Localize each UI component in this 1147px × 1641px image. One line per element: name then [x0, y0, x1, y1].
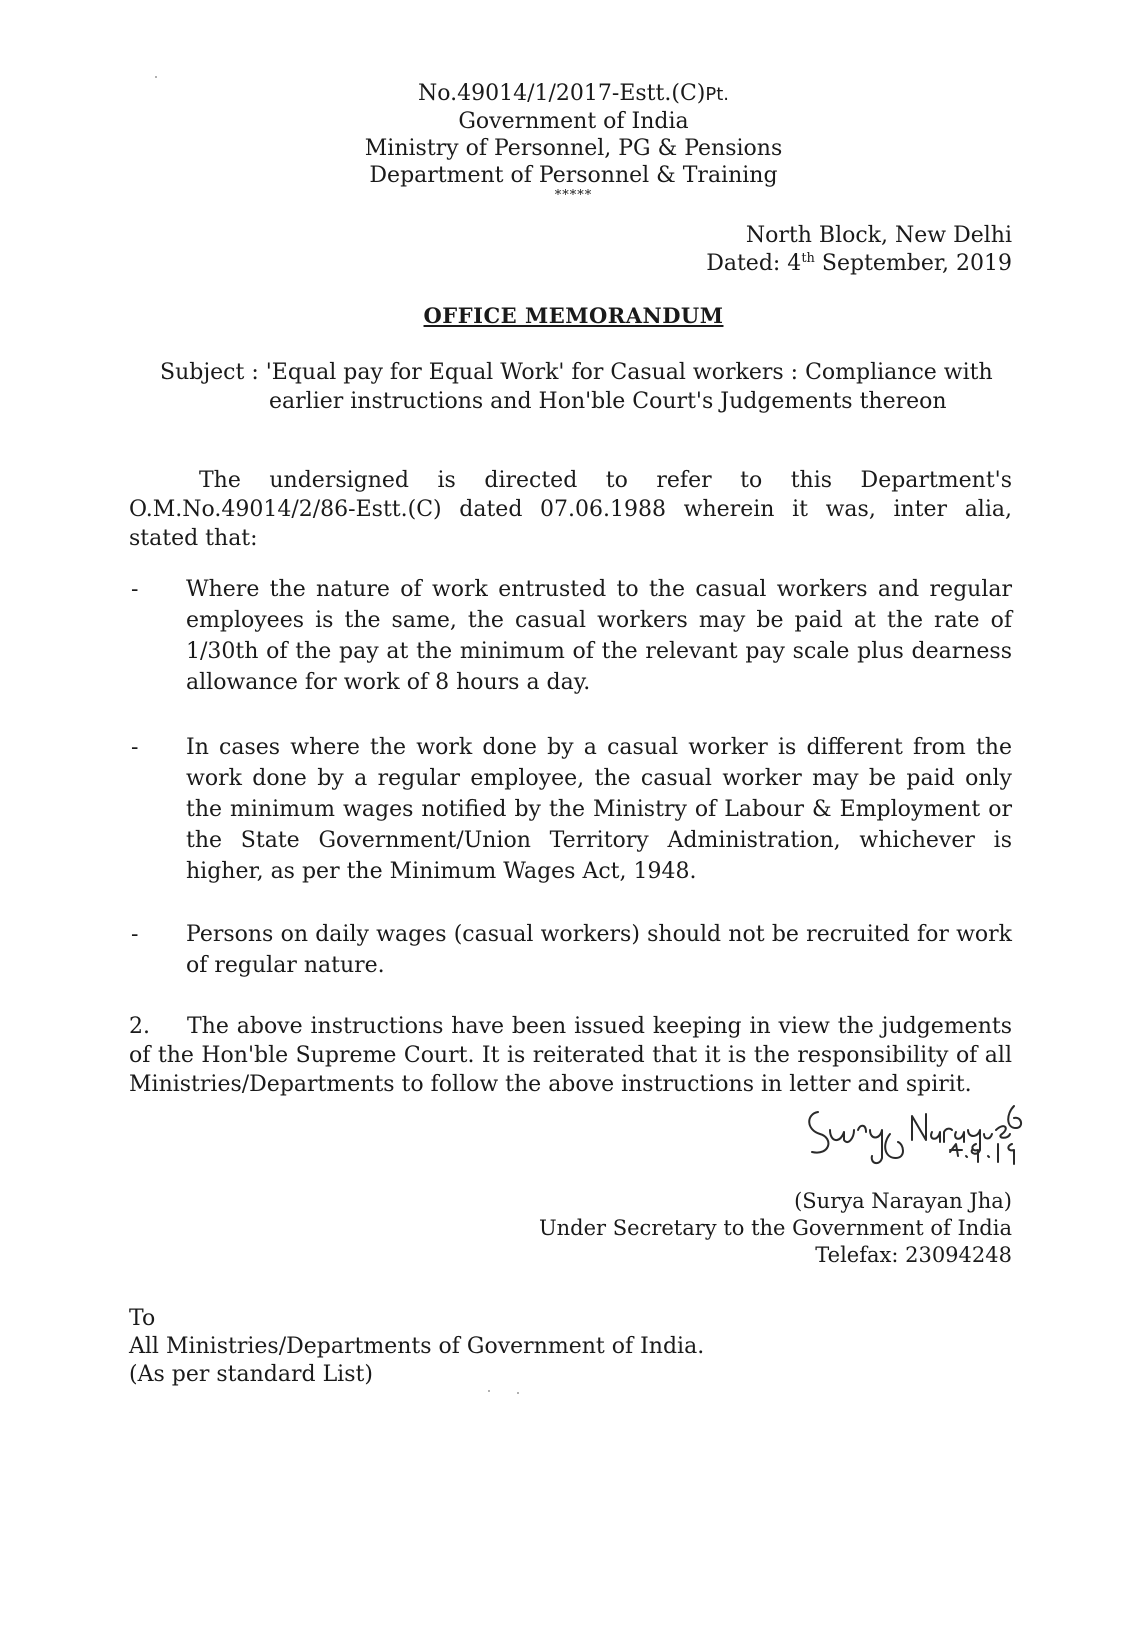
paragraph-2-text: The above instructions have been issued keeping in view the judgements of the Hon'ble Supreme Court. It is reiterated that it is the responsibility of all Ministries/Departments to follow the above instructions in letter and spirit. — [129, 1014, 1012, 1097]
recipients: All Ministries/Departments of Government of India. — [129, 1334, 705, 1359]
bullet-dash: - — [131, 922, 139, 947]
scan-speck — [155, 76, 157, 78]
signatory-block — [539, 1188, 1012, 1269]
subject-line-1: 'Equal pay for Equal Work' for Casual workers : Compliance with — [265, 360, 993, 385]
date-superscript: th — [801, 251, 815, 266]
bullet-item — [129, 574, 1012, 698]
bullet-dash: - — [131, 735, 139, 760]
letterhead — [0, 80, 1147, 203]
file-number-mark: Pt. — [705, 84, 729, 105]
bullet-text: Persons on daily wages (casual workers) should not be recruited for work of regular nature. — [186, 922, 1012, 978]
bullet-text: In cases where the work done by a casual worker is different from the work done by a regular employee, the casual worker may be paid only the minimum wages notified by the Ministry of Labour & Employment or the State Government/Union Territory Administration, whichever is higher, as per the Minimum Wages Act, 1948. — [186, 735, 1012, 884]
signatory-name: (Surya Narayan Jha) — [794, 1189, 1012, 1213]
to-label: To — [129, 1306, 156, 1331]
location: North Block, New Delhi — [745, 223, 1012, 248]
date-prefix: Dated: 4 — [706, 251, 802, 276]
paragraph-2 — [129, 1012, 1012, 1099]
bullet-item — [129, 919, 1012, 981]
handwritten-signature — [800, 1100, 1040, 1200]
government-name: Government of India — [458, 109, 689, 134]
scan-speck — [517, 1392, 519, 1394]
file-number-text: No.49014/1/2017-Estt.(C) — [418, 81, 706, 106]
date-line — [706, 250, 1012, 278]
bullet-item — [129, 732, 1012, 887]
ministry-name: Ministry of Personnel, PG & Pensions — [364, 136, 783, 161]
scan-speck — [488, 1390, 490, 1392]
signatory-telefax: Telefax: 23094248 — [815, 1243, 1012, 1267]
paragraph-number: 2. — [129, 1014, 150, 1039]
department-name: Department of Personnel & Training — [369, 163, 778, 188]
addressee-block — [129, 1305, 704, 1389]
bullet-dash: - — [131, 577, 139, 602]
subject-label: Subject : — [160, 360, 266, 385]
file-number — [0, 80, 1147, 108]
document-title: OFFICE MEMORANDUM — [423, 303, 724, 328]
place-date-block — [706, 222, 1012, 278]
signatory-designation: Under Secretary to the Government of India — [538, 1216, 1012, 1240]
bullet-text: Where the nature of work entrusted to the casual workers and regular employees is the same, the casual workers may be paid at the rate of 1/30th of the pay at the minimum of the relevant pay scale plus dearness allowance for work of 8 hours a day. — [186, 577, 1012, 695]
separator-stars: ***** — [554, 188, 593, 203]
subject-block — [160, 358, 1012, 416]
intro-paragraph: The undersigned is directed to refer to this Department's O.M.No.49014/2/86-Estt.(C) dated 07.06.1988 wherein it was, inter alia, stated that: — [129, 468, 1012, 551]
subject-line-2: earlier instructions and Hon'ble Court's Judgements thereon — [269, 389, 947, 414]
date-suffix: September, 2019 — [814, 251, 1012, 276]
recipients-note: (As per standard List) — [129, 1362, 373, 1387]
